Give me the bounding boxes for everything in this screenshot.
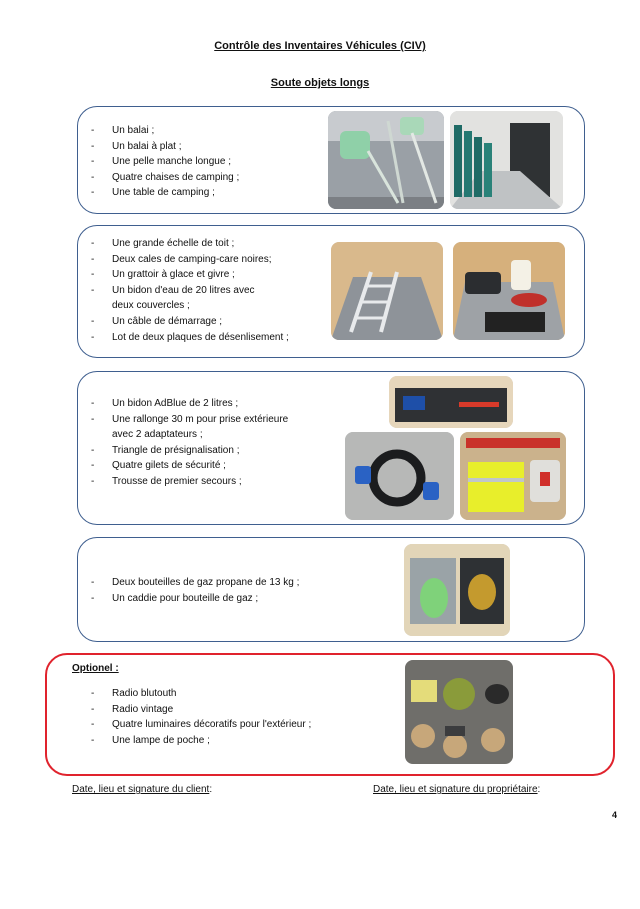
photo-camping-chairs (450, 111, 563, 209)
list-item: - Un câble de démarrage ; (91, 314, 289, 330)
list-item: - Radio blutouth (91, 686, 311, 702)
list-item: - Quatre chaises de camping ; (91, 170, 239, 186)
list-item: - Un grattoir à glace et givre ; (91, 267, 289, 283)
list-item: - Deux bouteilles de gaz propane de 13 kg ; (91, 575, 299, 591)
optional-heading: Optionel : (72, 663, 119, 674)
item-list-3 (91, 396, 288, 490)
list-item: - Une table de camping ; (91, 185, 239, 201)
item-list-4 (91, 575, 299, 606)
photo-water-can-chocks (453, 242, 565, 340)
list-item: - Quatre luminaires décoratifs pour l'extérieur ; (91, 717, 311, 733)
client-signature-colon: : (209, 784, 213, 795)
photo-gas-bottles (404, 544, 510, 636)
list-item: - Une rallonge 30 m pour prise extérieure (91, 412, 288, 428)
list-item: - Radio vintage (91, 702, 311, 718)
list-item: - Lot de deux plaques de désenlisement ; (91, 330, 289, 346)
page-number: 4 (612, 810, 618, 820)
owner-signature-colon: : (537, 784, 541, 795)
list-item: - Quatre gilets de sécurité ; (91, 458, 288, 474)
list-item: - Un balai ; (91, 123, 239, 139)
list-item-continuation: avec 2 adaptateurs ; (112, 429, 203, 441)
optional-item-list (91, 686, 311, 748)
owner-signature-label (373, 784, 540, 795)
item-list-2 (91, 236, 289, 345)
client-signature-text: Date, lieu et signature du client (72, 784, 210, 795)
photo-ladder (331, 242, 443, 340)
photo-storage-bin (389, 376, 513, 428)
photo-extension-cable (345, 432, 454, 520)
client-signature-label (72, 784, 212, 795)
photo-radios-lamps (405, 660, 513, 764)
list-item: - Une pelle manche longue ; (91, 154, 239, 170)
list-item: - Une grande échelle de toit ; (91, 236, 289, 252)
list-item: - Une lampe de poche ; (91, 733, 311, 749)
photo-brooms-shovel (328, 111, 444, 209)
list-item: - Un bidon d'eau de 20 litres avec (91, 283, 289, 299)
list-item: - Un caddie pour bouteille de gaz ; (91, 591, 299, 607)
list-item: - Trousse de premier secours ; (91, 474, 288, 490)
list-item-continuation: deux couvercles ; (112, 300, 190, 312)
item-list-1 (91, 123, 239, 201)
section-title: Soute objets longs (270, 77, 370, 89)
photo-safety-vests-kit (460, 432, 566, 520)
owner-signature-text: Date, lieu et signature du propriétaire (373, 784, 538, 795)
list-item: - Un bidon AdBlue de 2 litres ; (91, 396, 288, 412)
list-item: - Un balai à plat ; (91, 139, 239, 155)
list-item: - Triangle de présignalisation ; (91, 443, 288, 459)
list-item: - Deux cales de camping-care noires; (91, 252, 289, 268)
page-title: Contrôle des Inventaires Véhicules (CIV) (214, 40, 426, 52)
